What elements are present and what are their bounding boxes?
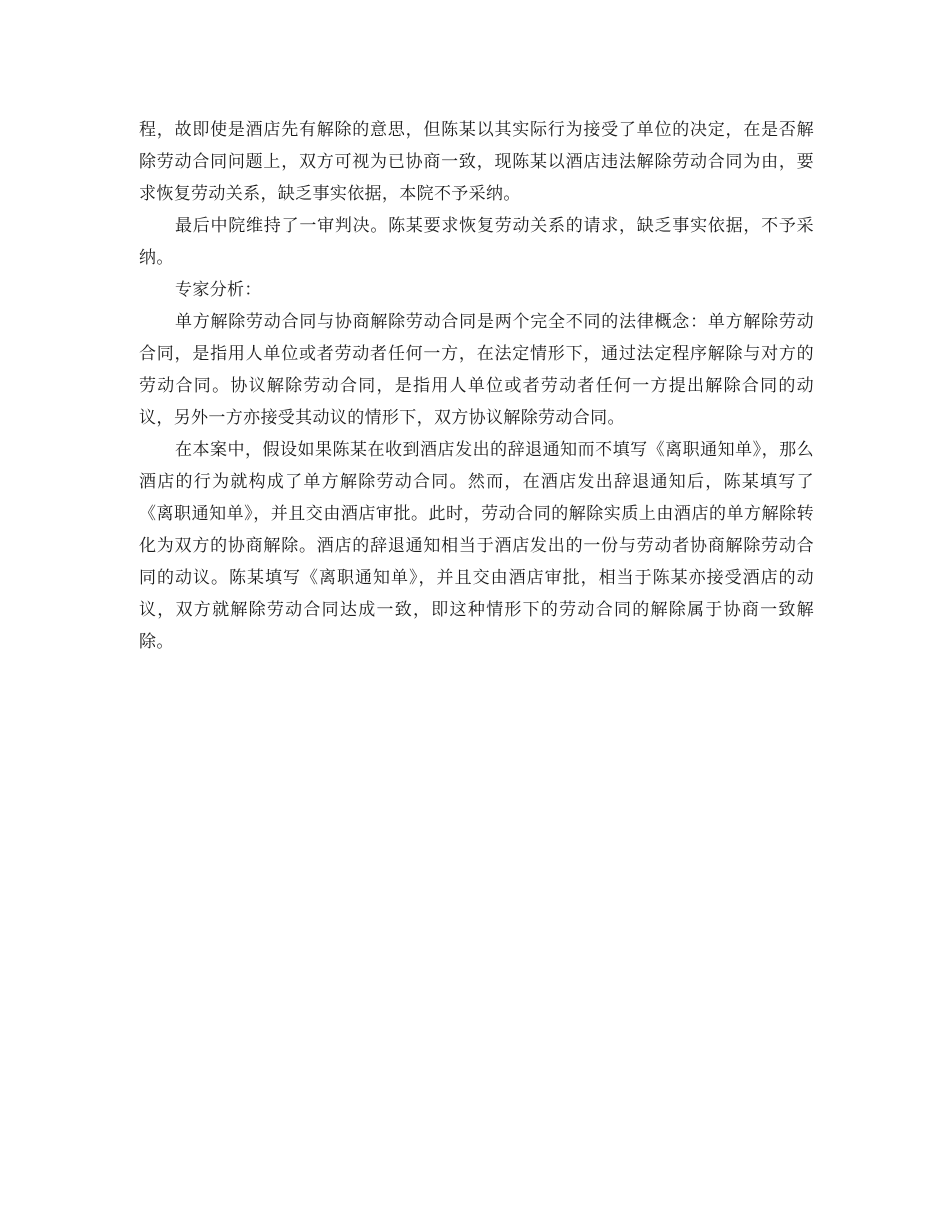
paragraph-legal-concepts: 单方解除劳动合同与协商解除劳动合同是两个完全不同的法律概念：单方解除劳动合同，是指用人单位或者劳动者任何一方，在法定情形下，通过法定程序解除与对方的劳动合同。协议解除劳动合同，是指用人单位或者劳动者任何一方提出解除合同的动议，另外一方亦接受其动议的情形下，双方协议解除劳动合同。 <box>139 312 814 428</box>
section-heading-expert-analysis: 专家分析： <box>175 280 262 300</box>
paragraph-case-analysis: 在本案中，假设如果陈某在收到酒店发出的辞退通知而不填写《离职通知单》，那么酒店的行为就构成了单方解除劳动合同。然而，在酒店发出辞退通知后，陈某填写了《离职通知单》，并且交由酒店审批。此时，劳动合同的解除实质上由酒店的单方解除转化为双方的协商解除。酒店的辞退通知相当于酒店发出的一份与劳动者协商解除劳动合同的动议。陈某填写《离职通知单》，并且交由酒店审批，相当于陈某亦接受酒店的动议，双方就解除劳动合同达成一致，即这种情形下的劳动合同的解除属于协商一致解除。 <box>139 440 814 652</box>
document-body <box>139 114 814 658</box>
paragraph-verdict: 最后中院维持了一审判决。陈某要求恢复劳动关系的请求，缺乏事实依据，不予采纳。 <box>139 216 814 268</box>
paragraph-continuation: 程，故即使是酒店先有解除的意思，但陈某以其实际行为接受了单位的决定，在是否解除劳动合同问题上，双方可视为已协商一致，现陈某以酒店违法解除劳动合同为由，要求恢复劳动关系，缺乏事实依据，本院不予采纳。 <box>139 120 814 204</box>
